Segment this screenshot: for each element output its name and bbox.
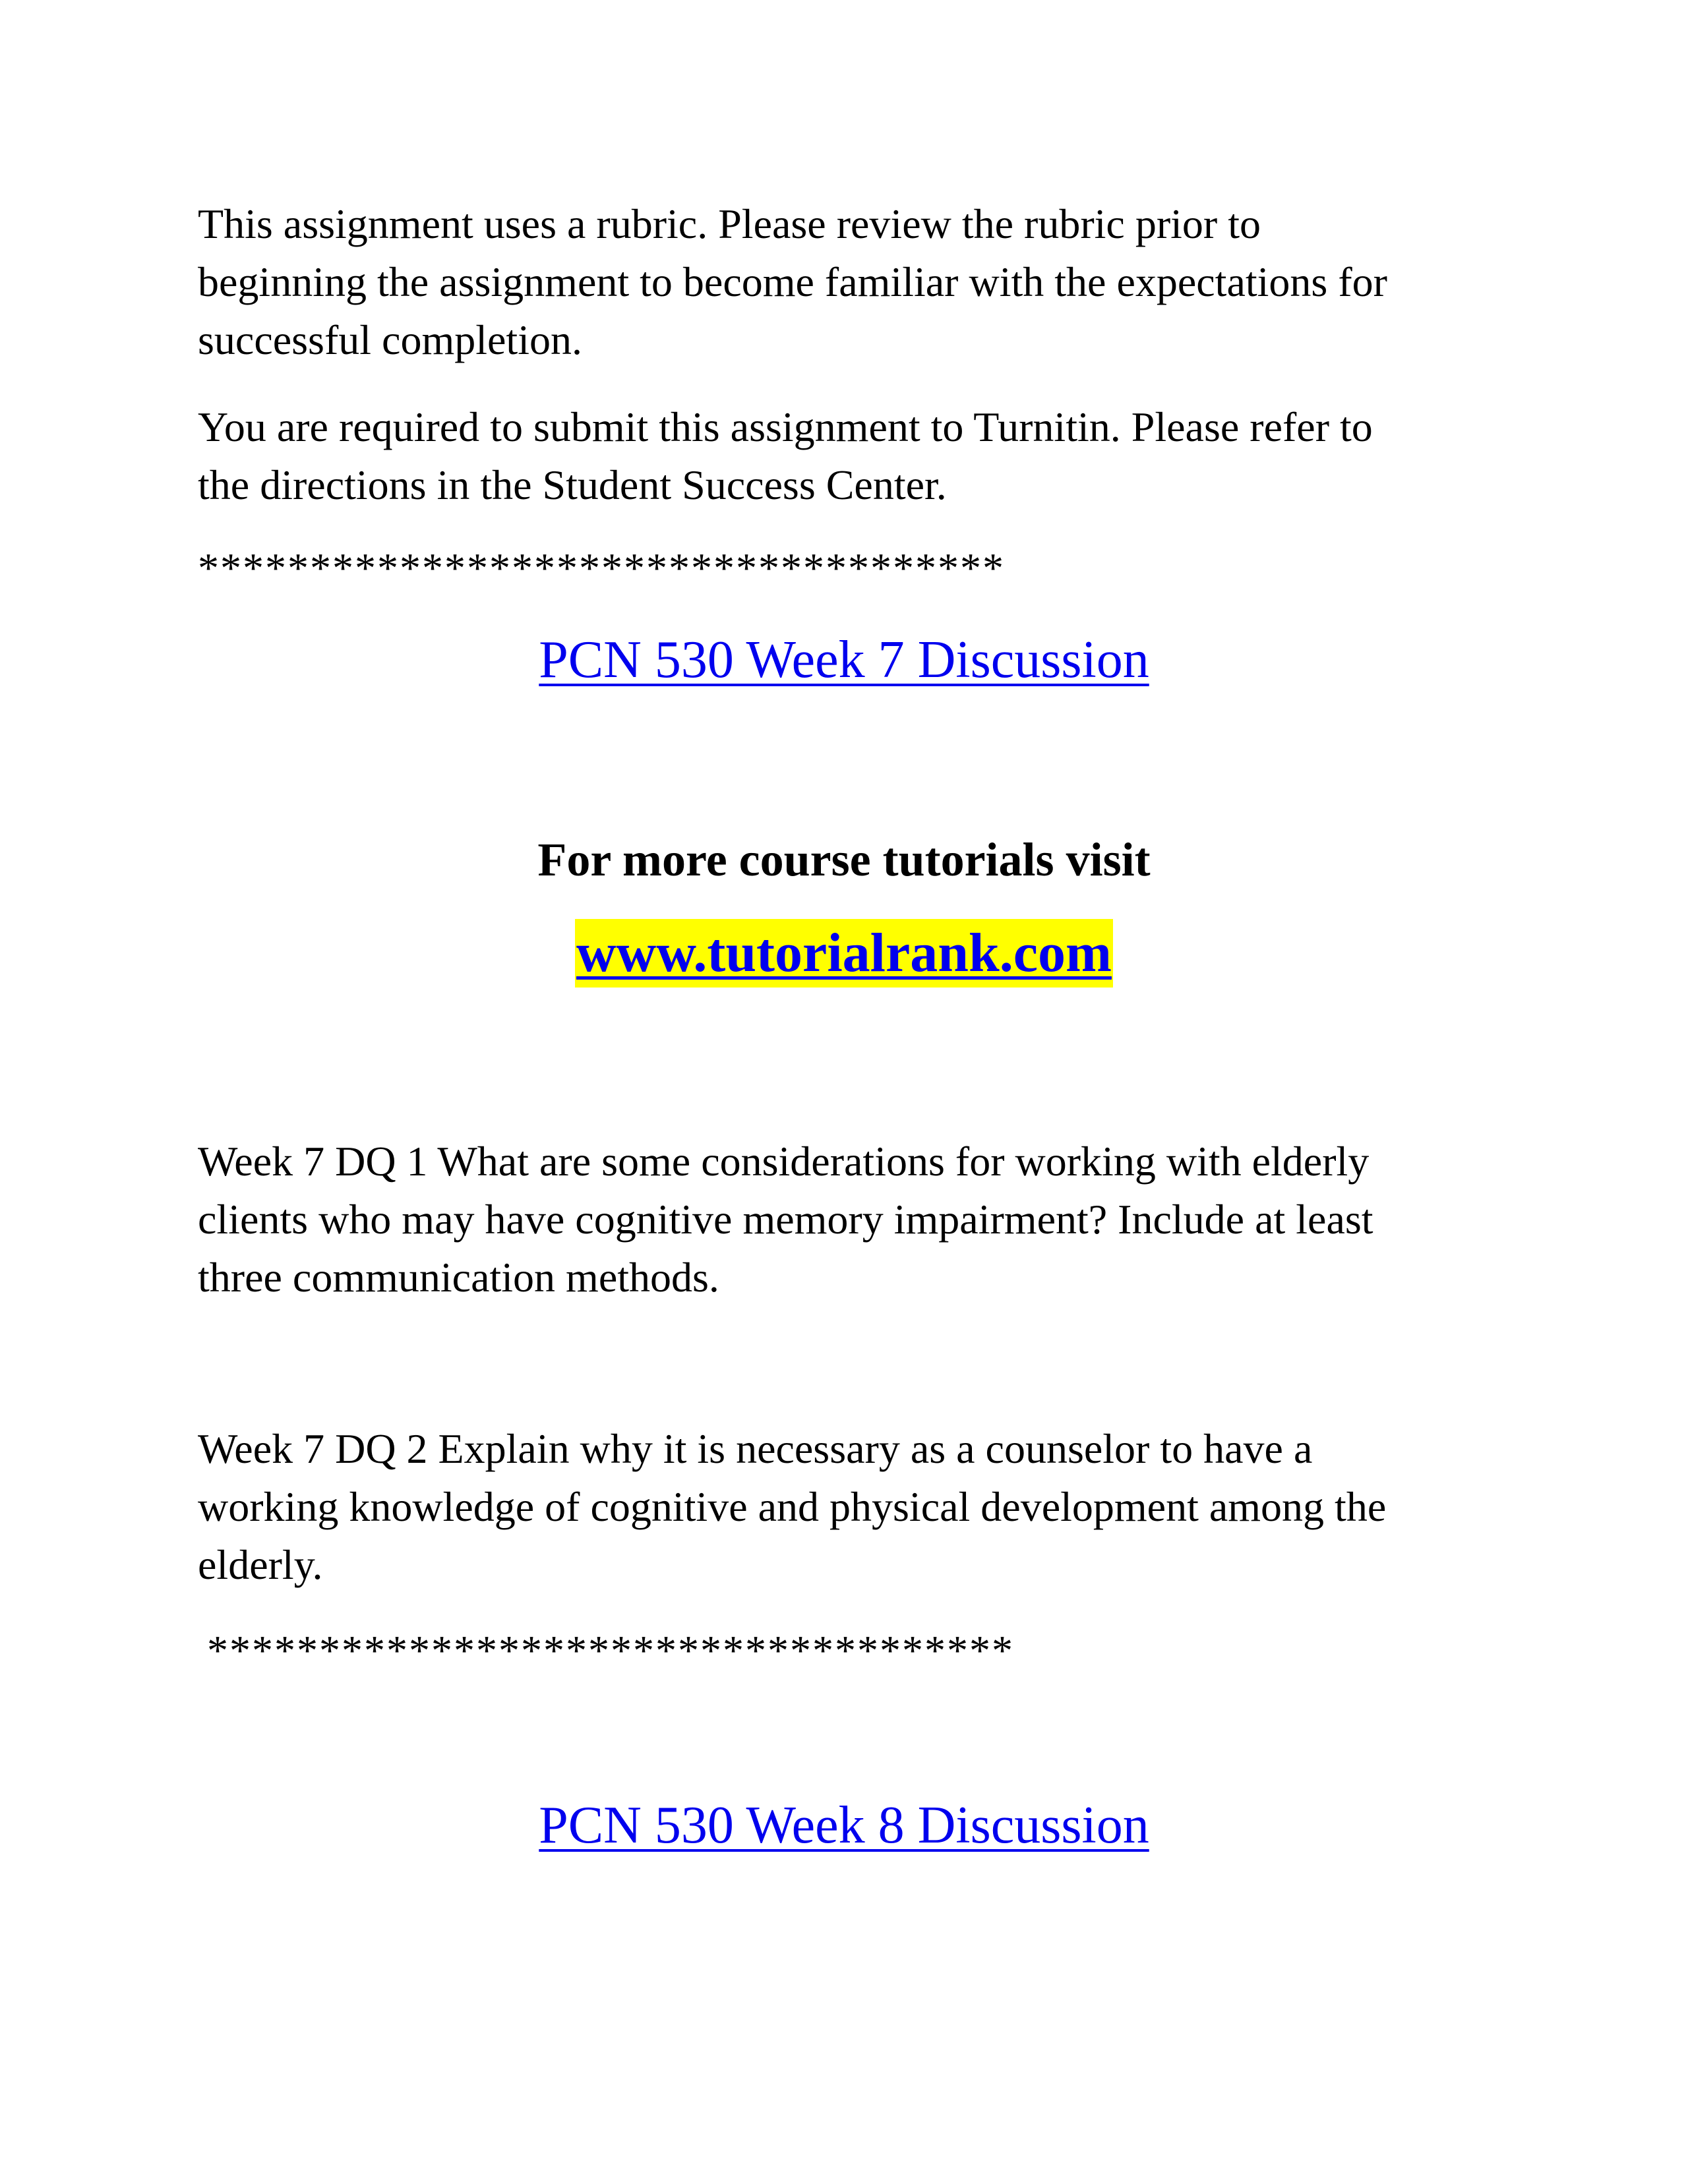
site-link-wrapper	[0, 919, 1688, 988]
rubric-text-line-3: successful completion.	[198, 316, 582, 363]
rubric-text-line-2: beginning the assignment to become familiar with the expectations for	[198, 258, 1387, 305]
dq2-text-line-3: elderly.	[198, 1541, 323, 1588]
promo-text: For more course tutorials visit	[537, 833, 1151, 886]
week8-discussion-link[interactable]: PCN 530 Week 8 Discussion	[539, 1796, 1149, 1854]
dq2-text-line-1: Week 7 DQ 2 Explain why it is necessary as a counselor to have a	[198, 1425, 1313, 1472]
dq1-text-line-2: clients who may have cognitive memory impairment? Include at least	[198, 1196, 1373, 1243]
turnitin-text-line-2: the directions in the Student Success Center.	[198, 461, 947, 508]
dq2-text-line-2: working knowledge of cognitive and physical development among the	[198, 1483, 1387, 1530]
week7-discussion-link[interactable]: PCN 530 Week 7 Discussion	[539, 631, 1149, 689]
rubric-text-line-1: This assignment uses a rubric. Please review the rubric prior to	[198, 200, 1261, 247]
separator-stars-bottom: ************************************	[207, 1627, 1014, 1674]
week7-heading	[0, 624, 1688, 696]
dq1-text-line-3: three communication methods.	[198, 1254, 719, 1301]
turnitin-text-line-1: You are required to submit this assignment to Turnitin. Please refer to	[198, 403, 1373, 450]
tutorialrank-site-link[interactable]: www.tutorialrank.com	[575, 919, 1113, 988]
week8-heading	[0, 1789, 1688, 1862]
dq1-text-line-1: Week 7 DQ 1 What are some considerations for working with elderly	[198, 1138, 1370, 1185]
separator-stars-top: ************************************	[198, 545, 1005, 591]
